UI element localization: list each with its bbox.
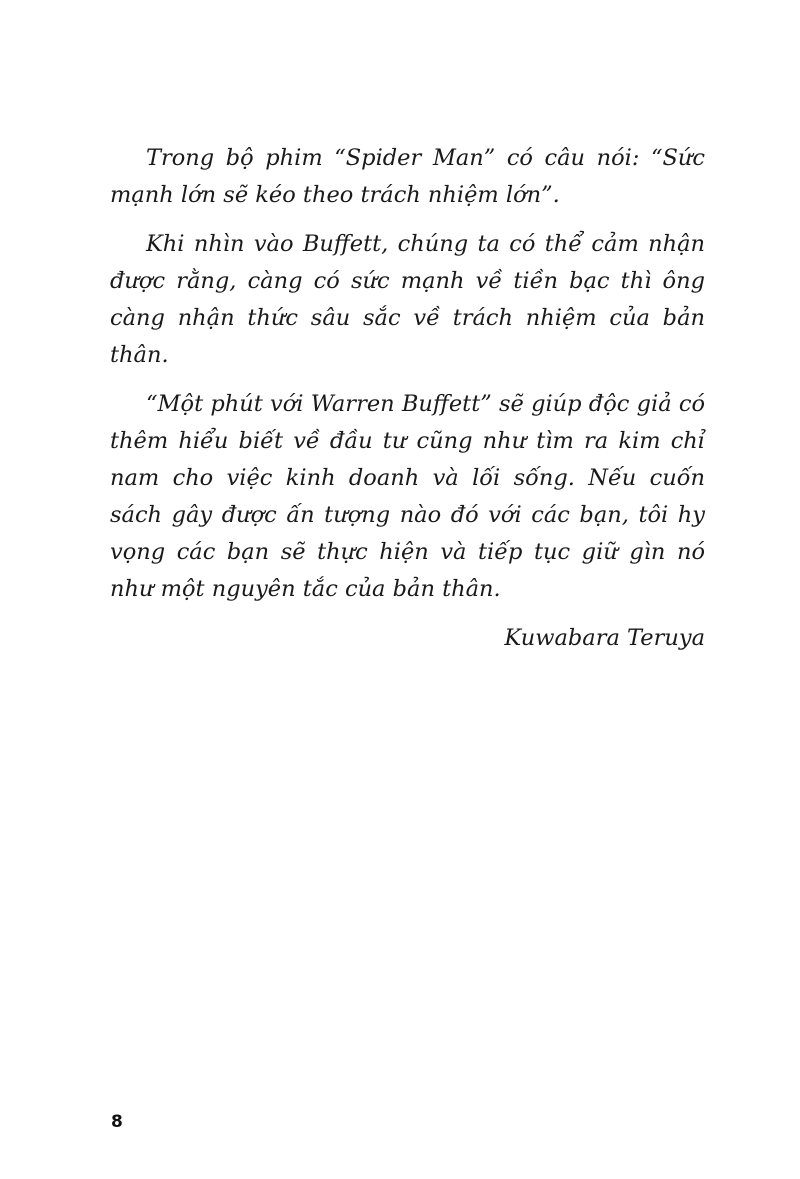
author-signature: Kuwabara Teruya xyxy=(504,625,705,651)
paragraph-buffett-responsibility: Khi nhìn vào Buffett, chúng ta có thể cảm nhận được rằng, càng có sức mạnh về tiền bạc thì ông càng nhận thức sâu sắc về trách nhiệm của bản thân. xyxy=(110,231,705,368)
page-number: 8 xyxy=(111,1112,123,1132)
body-text xyxy=(110,140,705,657)
paragraph-spider-man-quote: Trong bộ phim “Spider Man” có câu nói: “Sức mạnh lớn sẽ kéo theo trách nhiệm lớn”. xyxy=(110,145,705,208)
paragraph-book-purpose: “Một phút với Warren Buffett” sẽ giúp độc giả có thêm hiểu biết về đầu tư cũng như tìm ra kim chỉ nam cho việc kinh doanh và lối sống. Nếu cuốn sách gây được ấn tượng nào đó với các bạn, tôi hy vọng các bạn sẽ thực hiện và tiếp tục giữ gìn nó như một nguyên tắc của bản thân. xyxy=(110,391,705,602)
